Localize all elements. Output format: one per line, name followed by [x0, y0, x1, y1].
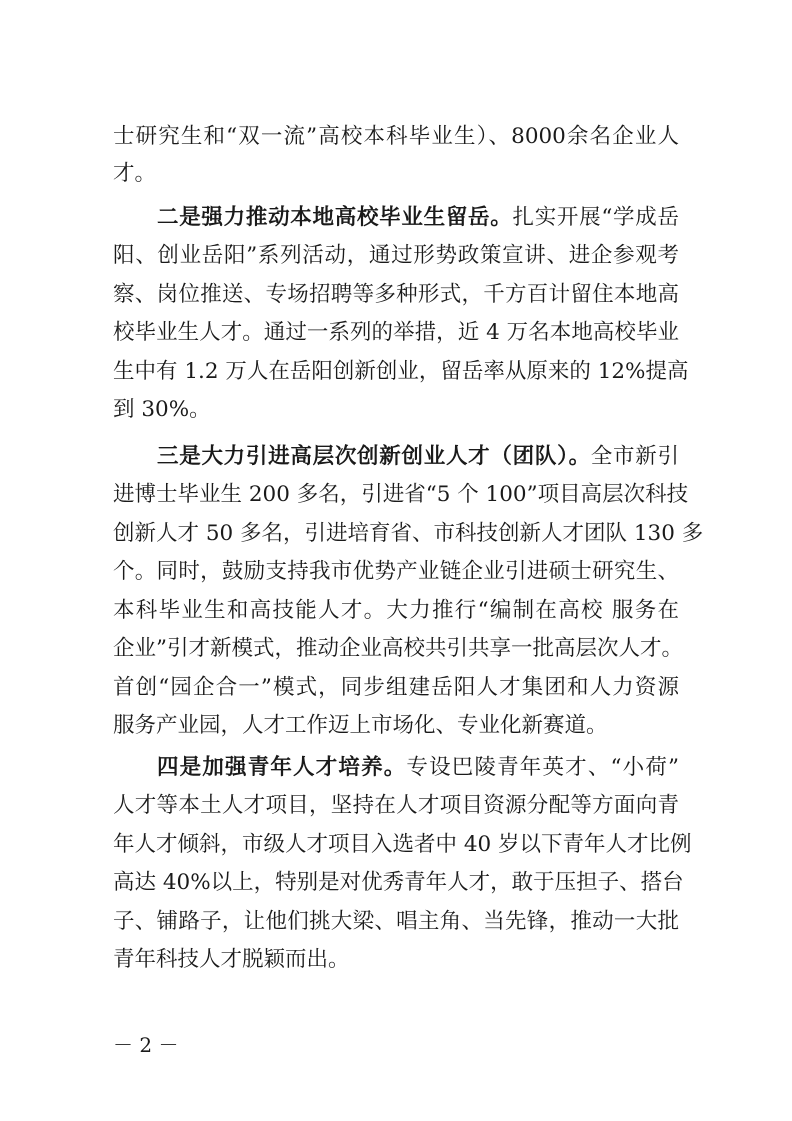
- body-line: 阳、创业岳阳”系列活动，通过形势政策宣讲、进企参观考: [113, 243, 679, 268]
- paragraph-heading-line: [157, 203, 679, 233]
- body-line: 到 30%。: [113, 397, 211, 422]
- paragraph-lead: 四是加强青年人才培养。: [157, 755, 407, 780]
- paragraph-heading-line: [157, 442, 679, 472]
- body-line: 年人才倾斜，市级人才项目入选者中 40 岁以下青年人才比例: [113, 832, 692, 857]
- paragraph-lead-rest: 全市新引: [590, 444, 679, 469]
- page-number: － 2 －: [113, 1033, 179, 1057]
- body-line: 才。: [113, 161, 157, 186]
- body-line: 校毕业生人才。通过一系列的举措，近 4 万名本地高校毕业: [113, 320, 679, 345]
- body-line: 企业”引才新模式，推动企业高校共引共享一批高层次人才。: [113, 636, 683, 661]
- body-line: 本科毕业生和高技能人才。大力推行“编制在高校 服务在: [113, 598, 679, 623]
- body-line: 子、铺路子，让他们挑大梁、唱主角、当先锋，推动一大批: [113, 909, 679, 934]
- body-line: 服务产业园，人才工作迈上市场化、专业化新赛道。: [113, 713, 608, 738]
- body-line: 青年科技人才脱颖而出。: [113, 947, 350, 972]
- body-line: 生中有 1.2 万人在岳阳创新创业，留岳率从原来的 12%提高: [113, 359, 689, 384]
- paragraph-lead: 三是大力引进高层次创新创业人才（团队）。: [157, 444, 591, 469]
- body-line: 创新人才 50 多名，引进培育省、市科技创新人才团队 130 多: [113, 521, 704, 546]
- body-line: 进博士毕业生 200 多名，引进省“5 个 100”项目高层次科技: [113, 482, 689, 507]
- body-line: 士研究生和“双一流”高校本科毕业生）、8000余名企业人: [113, 124, 679, 149]
- paragraph-lead: 二是强力推动本地高校毕业生留岳。: [157, 205, 513, 230]
- body-line: 首创“园企合一”模式，同步组建岳阳人才集团和人力资源: [113, 675, 679, 700]
- paragraph-heading-line: [157, 753, 679, 783]
- paragraph-lead-rest: 扎实开展“学成岳: [512, 205, 679, 230]
- paragraph-lead-rest: 专设巴陵青年英才、“小荷”: [406, 755, 679, 780]
- body-line: 察、岗位推送、专场招聘等多种形式，千方百计留住本地高: [113, 282, 679, 307]
- body-line: 个。同时，鼓励支持我市优势产业链企业引进硕士研究生、: [113, 559, 679, 584]
- body-line: 高达 40%以上，特别是对优秀青年人才，敢于压担子、搭台: [113, 870, 684, 895]
- body-line: 人才等本土人才项目，坚持在人才项目资源分配等方面向青: [113, 793, 679, 818]
